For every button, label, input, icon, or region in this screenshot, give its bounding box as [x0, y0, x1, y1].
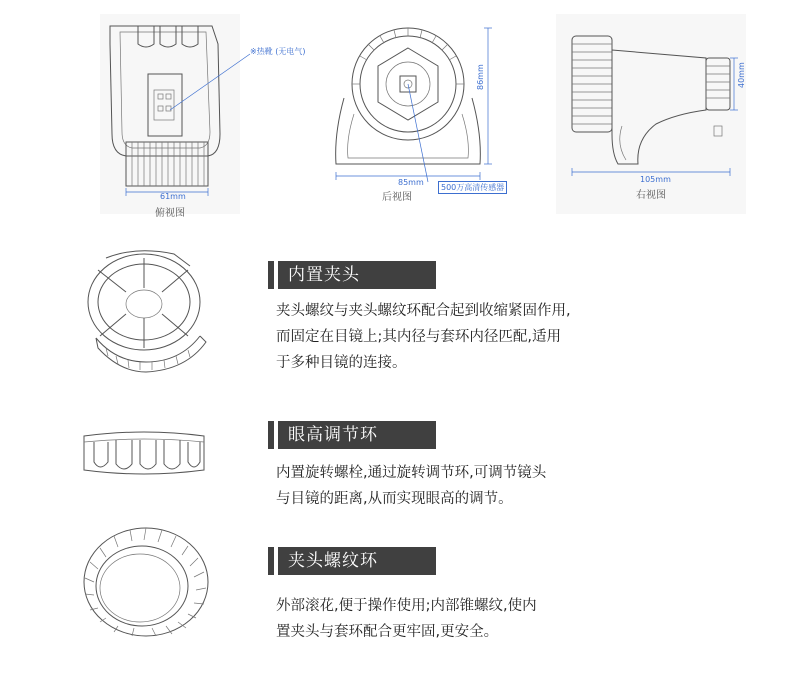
eye-relief-ring-illustration — [76, 428, 226, 488]
side-height-label: 40mm — [737, 62, 746, 88]
description-line: 内置旋转螺栓,通过旋转调节环,可调节镜头 — [276, 465, 547, 481]
back-height-label: 86mm — [476, 64, 485, 90]
front-view-drawing — [90, 14, 260, 214]
side-view-caption: 右视图 — [636, 190, 666, 201]
section-title-collet-thread-ring: 夹头螺纹环 — [268, 547, 436, 575]
side-view-drawing — [556, 14, 756, 214]
back-view-caption: 后视图 — [382, 192, 412, 203]
description-line: 夹头螺纹与夹头螺纹环配合起到收缩紧固作用, — [276, 303, 571, 319]
section-description-eye-relief-ring — [276, 460, 676, 512]
description-line: 外部滚花,便于操作使用;内部锥螺纹,使内 — [276, 598, 537, 614]
sensor-label: 500万高清传感器 — [438, 181, 507, 194]
section-title-built-in-collet: 内置夹头 — [268, 261, 436, 289]
description-line: 而固定在目镜上;其内径与套环内径匹配,适用 — [276, 329, 561, 345]
collet-thread-ring-illustration — [76, 520, 226, 660]
back-width-label: 85mm — [398, 178, 424, 187]
front-view-caption: 俯视图 — [155, 208, 185, 219]
description-line: 与目镜的距离,从而实现眼高的调节。 — [276, 491, 513, 507]
side-width-label: 105mm — [640, 175, 671, 184]
description-line: 于多种目镜的连接。 — [276, 355, 407, 371]
section-title-eye-relief-ring: 眼高调节环 — [268, 421, 436, 449]
section-description-collet-thread-ring — [276, 593, 676, 645]
section-description-built-in-collet — [276, 298, 676, 376]
hotshoe-label: ※热靴 (无电气) — [250, 47, 306, 56]
front-width-label: 61mm — [160, 192, 186, 201]
description-line: 置夹头与套环配合更牢固,更安全。 — [276, 624, 499, 640]
built-in-collet-illustration — [76, 244, 226, 384]
